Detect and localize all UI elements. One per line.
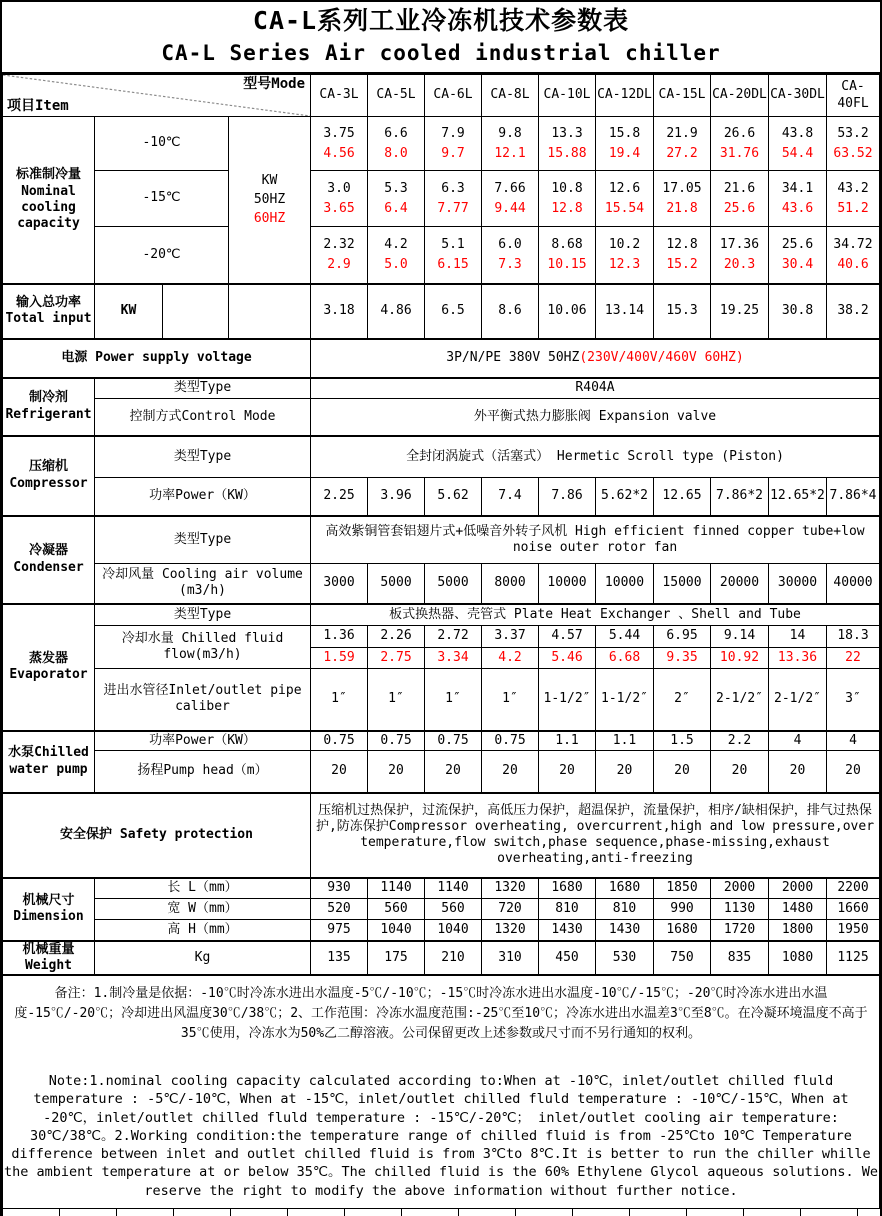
value-cell: 4 bbox=[769, 731, 827, 751]
value-cell: 3.96 bbox=[368, 478, 425, 516]
value-cell: 20 bbox=[596, 751, 654, 793]
value-cell: 30.8 bbox=[769, 284, 827, 339]
value-cell: 135 bbox=[311, 941, 368, 976]
table-bottom-ticks bbox=[2, 1209, 880, 1216]
value-cell: 4.86 bbox=[368, 284, 425, 339]
value-cell: 1040 bbox=[368, 920, 425, 941]
section-label-compressor: 压缩机 Compressor bbox=[3, 436, 95, 516]
weight-unit: Kg bbox=[95, 941, 311, 976]
evaporator-type-value: 板式换热器、壳管式 Plate Heat Exchanger 、Shell and Tube bbox=[311, 604, 880, 626]
power-supply-value: 3P/N/PE 380V 50HZ(230V/400V/460V 60HZ) bbox=[311, 339, 880, 378]
value-cell: 1140 bbox=[368, 878, 425, 899]
section-label-dimension: 机械尺寸 Dimension bbox=[3, 878, 95, 941]
value-cell: 20 bbox=[711, 751, 769, 793]
cooling-row-minus20 bbox=[3, 227, 880, 284]
condenser-type-row bbox=[3, 516, 880, 564]
value-cell: 835 bbox=[711, 941, 769, 976]
value-cell: 8.6 bbox=[482, 284, 539, 339]
value-cell: 2000 bbox=[769, 878, 827, 899]
value-cell: 1″ bbox=[311, 669, 368, 731]
value-cell: 20000 bbox=[711, 564, 769, 604]
value-cell: 1140 bbox=[425, 878, 482, 899]
value-cell: 5.1 6.15 bbox=[425, 227, 482, 284]
value-cell: 18.3 bbox=[827, 626, 880, 648]
value-cell: 34.1 43.6 bbox=[769, 171, 827, 227]
value-cell: 1800 bbox=[769, 920, 827, 941]
value-cell: 7.86*2 bbox=[711, 478, 769, 516]
section-label-cooling: 标准制冷量 Nominal cooling capacity bbox=[3, 117, 95, 284]
value-cell: 1″ bbox=[368, 669, 425, 731]
value-cell: 6.6 8.0 bbox=[368, 117, 425, 171]
value-cell: 6.3 7.77 bbox=[425, 171, 482, 227]
value-cell: 1″ bbox=[482, 669, 539, 731]
value-cell: 2-1/2″ bbox=[769, 669, 827, 731]
total-input-unit: KW bbox=[95, 284, 163, 339]
total-input-row bbox=[3, 284, 880, 339]
value-cell: 38.2 bbox=[827, 284, 880, 339]
value-cell: 0.75 bbox=[482, 731, 539, 751]
value-cell: 17.36 20.3 bbox=[711, 227, 769, 284]
condenser-type-value: 高效紫铜管套铝翅片式+低噪音外转子风机 High efficient finned copper tube+low noise outer rotor fan bbox=[311, 516, 880, 564]
value-cell: 3.37 bbox=[482, 626, 539, 648]
safety-row bbox=[3, 793, 880, 878]
model-header-cell: CA-5L bbox=[368, 75, 425, 117]
value-cell: 20 bbox=[425, 751, 482, 793]
value-cell: 3000 bbox=[311, 564, 368, 604]
value-cell: 7.66 9.44 bbox=[482, 171, 539, 227]
value-cell: 1.36 bbox=[311, 626, 368, 648]
sub-label-cell: 进出水管径Inlet/outlet pipe caliber bbox=[95, 669, 311, 731]
value-cell: 5.44 bbox=[596, 626, 654, 648]
refrigerant-control-row bbox=[3, 399, 880, 436]
table-header-row bbox=[3, 75, 880, 117]
value-cell: 5000 bbox=[425, 564, 482, 604]
value-cell: 1430 bbox=[596, 920, 654, 941]
value-cell: 14 bbox=[769, 626, 827, 648]
model-header-cell: CA-15L bbox=[654, 75, 711, 117]
spec-table bbox=[2, 74, 880, 1209]
dimension-height-row bbox=[3, 920, 880, 941]
value-cell: 43.2 51.2 bbox=[827, 171, 880, 227]
value-cell: 0.75 bbox=[425, 731, 482, 751]
value-cell: 1130 bbox=[711, 899, 769, 920]
power-supply-row bbox=[3, 339, 880, 378]
empty-cell bbox=[163, 284, 229, 339]
value-cell: 1660 bbox=[827, 899, 880, 920]
value-cell: 520 bbox=[311, 899, 368, 920]
evaporator-caliber-row bbox=[3, 669, 880, 731]
title-block bbox=[2, 2, 880, 74]
value-cell: 310 bbox=[482, 941, 539, 976]
value-cell: 5.3 6.4 bbox=[368, 171, 425, 227]
value-cell: 13.36 bbox=[769, 648, 827, 669]
value-cell: 6.0 7.3 bbox=[482, 227, 539, 284]
dimension-length-row bbox=[3, 878, 880, 899]
value-cell: 560 bbox=[368, 899, 425, 920]
value-cell: 9.35 bbox=[654, 648, 711, 669]
value-cell: 10.92 bbox=[711, 648, 769, 669]
evaporator-flow50-row bbox=[3, 626, 880, 648]
value-cell: 2.75 bbox=[368, 648, 425, 669]
value-cell: 1430 bbox=[539, 920, 596, 941]
sub-label-cell: 高 H（mm） bbox=[95, 920, 311, 941]
value-cell: 10.8 12.8 bbox=[539, 171, 596, 227]
value-cell: 2200 bbox=[827, 878, 880, 899]
value-cell: 15000 bbox=[654, 564, 711, 604]
value-cell: 3.18 bbox=[311, 284, 368, 339]
compressor-type-value: 全封闭涡旋式（活塞式） Hermetic Scroll type (Piston) bbox=[311, 436, 880, 478]
sub-label-cell: 功率Power（KW） bbox=[95, 731, 311, 751]
value-cell: 1.1 bbox=[596, 731, 654, 751]
sub-label-cell: 冷却水量 Chilled fluid flow(m3/h) bbox=[95, 626, 311, 669]
value-cell: 1.5 bbox=[654, 731, 711, 751]
compressor-power-row bbox=[3, 478, 880, 516]
section-label-refrigerant: 制冷剂 Refrigerant bbox=[3, 378, 95, 436]
value-cell: 1680 bbox=[596, 878, 654, 899]
value-cell: 2.26 bbox=[368, 626, 425, 648]
value-cell: 10000 bbox=[539, 564, 596, 604]
value-cell: 1.1 bbox=[539, 731, 596, 751]
weight-row bbox=[3, 941, 880, 976]
value-cell: 12.65 bbox=[654, 478, 711, 516]
value-cell: 2000 bbox=[711, 878, 769, 899]
value-cell: 1040 bbox=[425, 920, 482, 941]
value-cell: 7.86 bbox=[539, 478, 596, 516]
value-cell: 26.6 31.76 bbox=[711, 117, 769, 171]
temp-label-cell: -15℃ bbox=[95, 171, 229, 227]
value-cell: 2″ bbox=[654, 669, 711, 731]
sub-label-cell: 类型Type bbox=[95, 436, 311, 478]
value-cell: 4.2 5.0 bbox=[368, 227, 425, 284]
value-cell: 20 bbox=[654, 751, 711, 793]
model-header-cell: CA-40FL bbox=[827, 75, 880, 117]
value-cell: 12.65*2 bbox=[769, 478, 827, 516]
value-cell: 21.9 27.2 bbox=[654, 117, 711, 171]
notes-cell bbox=[3, 975, 880, 1208]
section-label-evaporator: 蒸发器 Evaporator bbox=[3, 604, 95, 731]
cooling-row-minus10 bbox=[3, 117, 880, 171]
value-cell: 13.3 15.88 bbox=[539, 117, 596, 171]
value-cell: 975 bbox=[311, 920, 368, 941]
empty-cell bbox=[229, 284, 311, 339]
evaporator-type-row bbox=[3, 604, 880, 626]
temp-label-cell: -20℃ bbox=[95, 227, 229, 284]
value-cell: 750 bbox=[654, 941, 711, 976]
value-cell: 2.32 2.9 bbox=[311, 227, 368, 284]
value-cell: 2.72 bbox=[425, 626, 482, 648]
value-cell: 7.4 bbox=[482, 478, 539, 516]
value-cell: 3.0 3.65 bbox=[311, 171, 368, 227]
value-cell: 1-1/2″ bbox=[539, 669, 596, 731]
dimension-width-row bbox=[3, 899, 880, 920]
value-cell: 8000 bbox=[482, 564, 539, 604]
value-cell: 40000 bbox=[827, 564, 880, 604]
sub-label-cell: 类型Type bbox=[95, 378, 311, 399]
value-cell: 560 bbox=[425, 899, 482, 920]
value-cell: 6.95 bbox=[654, 626, 711, 648]
sub-label-cell: 功率Power（KW） bbox=[95, 478, 311, 516]
value-cell: 20 bbox=[827, 751, 880, 793]
section-label-weight: 机械重量 Weight bbox=[3, 941, 95, 976]
model-header-cell: CA-10L bbox=[539, 75, 596, 117]
item-header-label: 项目Item bbox=[7, 97, 69, 114]
value-cell: 20 bbox=[769, 751, 827, 793]
sub-label-cell: 扬程Pump head（m） bbox=[95, 751, 311, 793]
notes-row bbox=[3, 975, 880, 1208]
section-label-safety: 安全保护 Safety protection bbox=[3, 793, 311, 878]
pump-power-row bbox=[3, 731, 880, 751]
value-cell: 1320 bbox=[482, 920, 539, 941]
value-cell: 12.8 15.2 bbox=[654, 227, 711, 284]
note-chinese: 备注：1.制冷量是依据：-10℃时冷冻水进出水温度-5℃/-10℃；-15℃时冷冻水进出水温度-10℃/-15℃；-20℃时冷冻水进出水温度-15℃/-20℃；冷却进出风温度30℃/38℃；2、工作范围：冷冻水温度范围:-25℃至10℃；冷冻水进出水温差3℃至8℃。在冷凝环境温度不高于35℃使用，冷冻水为50%乙二醇溶液。公司保留更改上述参数或尺寸而不另行通知的权利。 bbox=[14, 985, 868, 1042]
model-header-cell: CA-12DL bbox=[596, 75, 654, 117]
value-cell: 22 bbox=[827, 648, 880, 669]
value-cell: 15.8 19.4 bbox=[596, 117, 654, 171]
value-cell: 3.34 bbox=[425, 648, 482, 669]
model-header-cell: CA-20DL bbox=[711, 75, 769, 117]
value-cell: 10.2 12.3 bbox=[596, 227, 654, 284]
value-cell: 3″ bbox=[827, 669, 880, 731]
value-cell: 9.14 bbox=[711, 626, 769, 648]
value-cell: 4.2 bbox=[482, 648, 539, 669]
temp-label-cell: -10℃ bbox=[95, 117, 229, 171]
value-cell: 4 bbox=[827, 731, 880, 751]
value-cell: 1720 bbox=[711, 920, 769, 941]
value-cell: 5.46 bbox=[539, 648, 596, 669]
value-cell: 3.75 4.56 bbox=[311, 117, 368, 171]
section-label-power-supply: 电源 Power supply voltage bbox=[3, 339, 311, 378]
note-english: Note:1.nominal cooling capacity calculated according to:When at -10℃，inlet/outlet chilled fluld temperature : -5℃/-10℃，When at -15℃，inlet/outlet chilled fluld temperature : -10℃/-15℃，When at -20℃，inlet/outlet chilled fluld temperature : -15℃/-20℃； inlet/outlet cooling air temperature: 30℃/38℃。2.Working condition:the temperature range of chilled fluid is from -25℃to 10℃ Temperature difference between inlet and outlet chilled fluid is from 3℃to 8℃.It is better to run the chiller whille the ambient temperature at or below 35℃。The chilled fluid is the 60% Ethylene Glycol aqueous solutions. We reserve the right to modify the above information without further notice. bbox=[4, 1073, 878, 1199]
value-cell: 13.14 bbox=[596, 284, 654, 339]
sub-label-cell: 控制方式Control Mode bbox=[95, 399, 311, 436]
refrigerant-type-row bbox=[3, 378, 880, 399]
page-title-en: CA-L Series Air cooled industrial chiller bbox=[161, 41, 721, 65]
value-cell: 17.05 21.8 bbox=[654, 171, 711, 227]
safety-text: 压缩机过热保护，过流保护，高低压力保护，超温保护，流量保护，相序/缺相保护，排气过热保护,防冻保护Compressor overheating, overcurrent,high and low pressure,over temperature,flow switch,phase sequence,phase-missing,exhaust overheating,anti-freezing bbox=[311, 793, 880, 878]
value-cell: 810 bbox=[539, 899, 596, 920]
value-cell: 530 bbox=[596, 941, 654, 976]
value-cell: 25.6 30.4 bbox=[769, 227, 827, 284]
model-header-cell: CA-8L bbox=[482, 75, 539, 117]
value-cell: 1850 bbox=[654, 878, 711, 899]
sub-label-cell: 类型Type bbox=[95, 604, 311, 626]
value-cell: 20 bbox=[482, 751, 539, 793]
value-cell: 34.72 40.6 bbox=[827, 227, 880, 284]
cooling-unit-cell: KW 50HZ 60HZ bbox=[229, 117, 311, 284]
value-cell: 5000 bbox=[368, 564, 425, 604]
value-cell: 1080 bbox=[769, 941, 827, 976]
page-title-zh: CA-L系列工业冷冻机技术参数表 bbox=[252, 6, 630, 35]
value-cell: 0.75 bbox=[311, 731, 368, 751]
value-cell: 990 bbox=[654, 899, 711, 920]
value-cell: 20 bbox=[539, 751, 596, 793]
section-label-total-input: 输入总功率 Total input bbox=[3, 284, 95, 339]
sub-label-cell: 长 L（mm） bbox=[95, 878, 311, 899]
value-cell: 1″ bbox=[425, 669, 482, 731]
value-cell: 12.6 15.54 bbox=[596, 171, 654, 227]
model-header-cell: CA-6L bbox=[425, 75, 482, 117]
refrigerant-type-value: R404A bbox=[311, 378, 880, 399]
value-cell: 2-1/2″ bbox=[711, 669, 769, 731]
value-cell: 2.25 bbox=[311, 478, 368, 516]
model-header-label: 型号Mode bbox=[243, 76, 305, 92]
value-cell: 1950 bbox=[827, 920, 880, 941]
value-cell: 930 bbox=[311, 878, 368, 899]
value-cell: 0.75 bbox=[368, 731, 425, 751]
value-cell: 10000 bbox=[596, 564, 654, 604]
value-cell: 1.59 bbox=[311, 648, 368, 669]
model-header-cell: CA-3L bbox=[311, 75, 368, 117]
cooling-row-minus15 bbox=[3, 171, 880, 227]
value-cell: 15.3 bbox=[654, 284, 711, 339]
value-cell: 810 bbox=[596, 899, 654, 920]
value-cell: 19.25 bbox=[711, 284, 769, 339]
value-cell: 30000 bbox=[769, 564, 827, 604]
value-cell: 1-1/2″ bbox=[596, 669, 654, 731]
pump-head-row bbox=[3, 751, 880, 793]
sub-label-cell: 冷却风量 Cooling air volume (m3/h) bbox=[95, 564, 311, 604]
value-cell: 21.6 25.6 bbox=[711, 171, 769, 227]
value-cell: 5.62 bbox=[425, 478, 482, 516]
value-cell: 2.2 bbox=[711, 731, 769, 751]
value-cell: 20 bbox=[311, 751, 368, 793]
compressor-type-row bbox=[3, 436, 880, 478]
sub-label-cell: 宽 W（mm） bbox=[95, 899, 311, 920]
value-cell: 53.2 63.52 bbox=[827, 117, 880, 171]
value-cell: 43.8 54.4 bbox=[769, 117, 827, 171]
value-cell: 1480 bbox=[769, 899, 827, 920]
model-header-cell: CA-30DL bbox=[769, 75, 827, 117]
sub-label-cell: 类型Type bbox=[95, 516, 311, 564]
value-cell: 450 bbox=[539, 941, 596, 976]
value-cell: 20 bbox=[368, 751, 425, 793]
value-cell: 9.8 12.1 bbox=[482, 117, 539, 171]
value-cell: 10.06 bbox=[539, 284, 596, 339]
value-cell: 1125 bbox=[827, 941, 880, 976]
value-cell: 720 bbox=[482, 899, 539, 920]
value-cell: 1680 bbox=[654, 920, 711, 941]
refrigerant-control-value: 外平衡式热力膨胀阀 Expansion valve bbox=[311, 399, 880, 436]
value-cell: 1680 bbox=[539, 878, 596, 899]
value-cell: 7.9 9.7 bbox=[425, 117, 482, 171]
value-cell: 175 bbox=[368, 941, 425, 976]
value-cell: 4.57 bbox=[539, 626, 596, 648]
value-cell: 8.68 10.15 bbox=[539, 227, 596, 284]
value-cell: 1320 bbox=[482, 878, 539, 899]
value-cell: 5.62*2 bbox=[596, 478, 654, 516]
value-cell: 210 bbox=[425, 941, 482, 976]
value-cell: 7.86*4 bbox=[827, 478, 880, 516]
value-cell: 6.5 bbox=[425, 284, 482, 339]
section-label-condenser: 冷凝器 Condenser bbox=[3, 516, 95, 604]
value-cell: 6.68 bbox=[596, 648, 654, 669]
condenser-air-row bbox=[3, 564, 880, 604]
section-label-pump: 水泵Chilled water pump bbox=[3, 731, 95, 793]
diagonal-header-cell bbox=[3, 75, 311, 117]
